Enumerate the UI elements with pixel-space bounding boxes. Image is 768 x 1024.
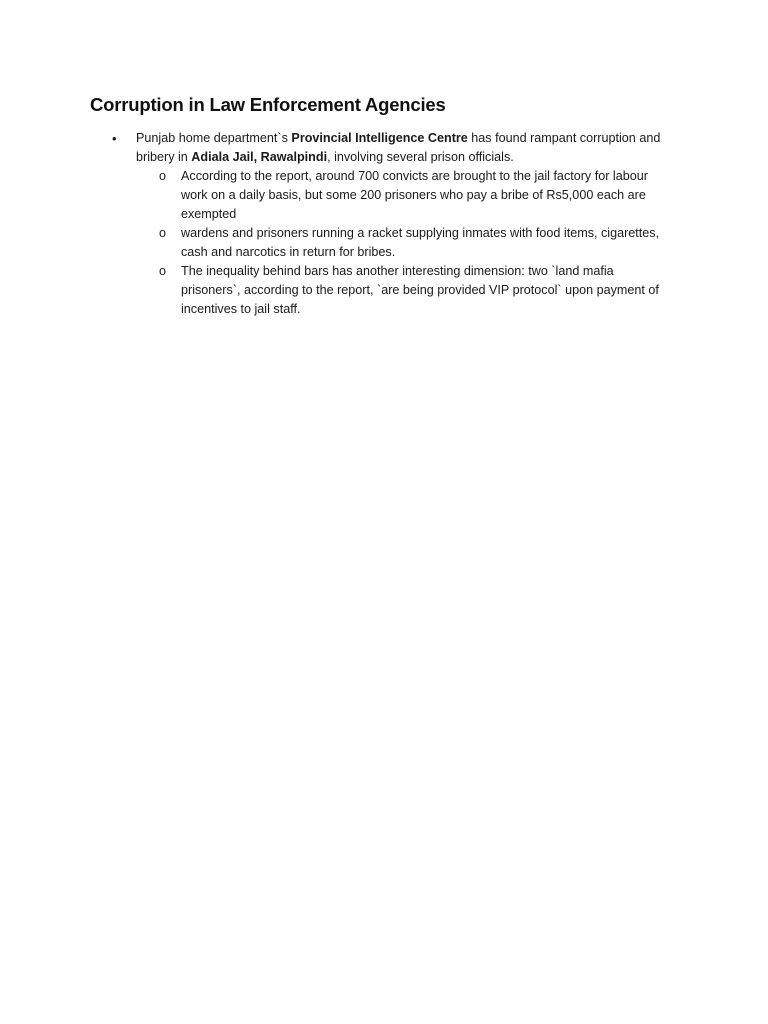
- sub-bullet-list: [136, 167, 666, 319]
- bullet-text-part: has found rampant corruption and bribery in: [136, 131, 661, 164]
- sub-bullet-text: According to the report, around 700 convicts are brought to the jail factory for labour work on a daily basis, but some 200 prisoners who pay a bribe of Rs5,000 each are exempted: [181, 169, 648, 221]
- bullet-bold-part: Provincial Intelligence Centre: [291, 131, 468, 145]
- bullet-list: [0, 129, 768, 319]
- sub-bullet-marker: o: [159, 226, 167, 240]
- document-heading: Corruption in Law Enforcement Agencies: [90, 94, 446, 115]
- list-item: [136, 167, 666, 224]
- sub-bullet-marker: o: [159, 264, 167, 278]
- sub-bullet-text: wardens and prisoners running a racket supplying inmates with food items, cigarettes, cash and narcotics in return for bribes.: [181, 226, 660, 259]
- list-item: [136, 262, 666, 319]
- bullet-bold-part: Adiala Jail, Rawalpindi: [191, 150, 328, 164]
- bullet-text-part: , involving several prison officials.: [327, 150, 514, 164]
- sub-bullet-text: The inequality behind bars has another interesting dimension: two `land mafia prisoners`, according to the report, `are being provided VIP protocol` upon payment of incentives to jail staff.: [181, 264, 659, 316]
- bullet-marker: •: [112, 131, 117, 146]
- bullet-text: [136, 131, 660, 164]
- bullet-text-part: Punjab home department`s: [136, 131, 292, 145]
- sub-bullet-marker: o: [159, 169, 167, 183]
- list-item: [136, 224, 666, 262]
- list-item: [0, 129, 666, 319]
